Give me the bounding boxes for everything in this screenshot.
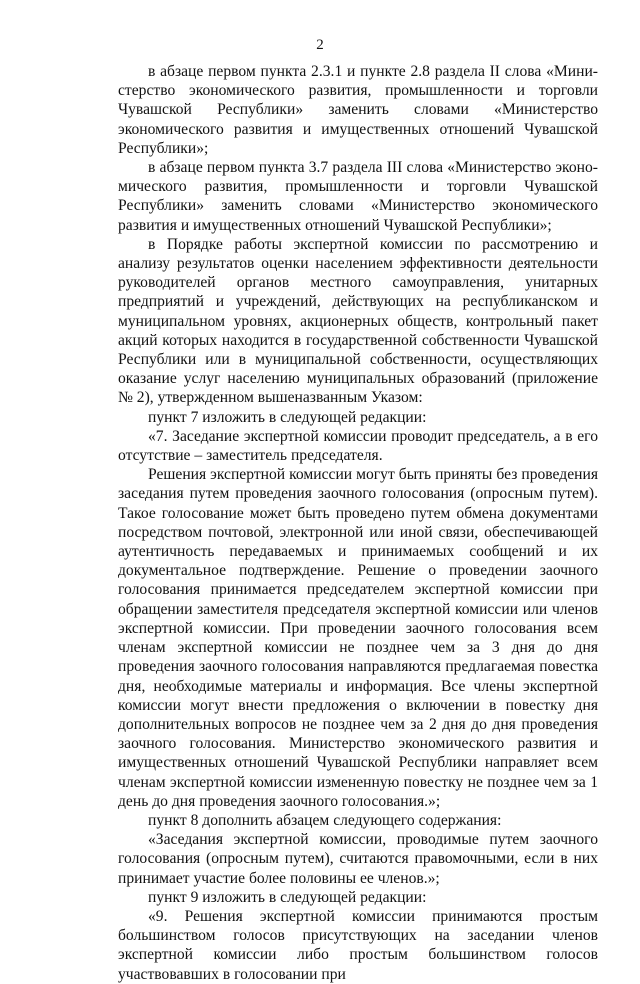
- paragraph-item-8-text: «Заседания экспертной комиссии, проводимые путем заочного голосования (опросным путем), считаются правомочными, если в них принимает участие более половины ее членов.»;: [118, 831, 598, 887]
- paragraph-amendment-section-3: в абзаце первом пункта 3.7 раздела III слова «Министерство экономического развития, промышленности и торговли Чувашской Республики» заменить словами «Министерство экономического развития и имущественных отношений Чувашской Республики»;: [118, 159, 598, 234]
- page-number: 2: [316, 37, 324, 53]
- paragraph-item-9-text: «9. Решения экспертной комиссии принимаются простым большинством голосов присутствующих на заседании членов экспертной комиссии либо простым большинством голосов участвовавших в голосовании при: [118, 907, 598, 983]
- paragraph-item-9-intro: пункт 9 изложить в следующей редакции:: [148, 888, 427, 906]
- paragraph-absentee-voting: Решения экспертной комиссии могут быть приняты без проведения заседания путем проведения заочного голосования (опросным путем). Такое голосование может быть проведено путем обмена документами посредством почтовой, электронной или иной связи, обеспечивающей аутентичность передаваемых и принимаемых сообщений и их документальное подтверждение. Решение о проведении заочного голосования принимается председателем экспертной комиссии при обращении заместителя председателя экспертной комиссии или членов экспертной комиссии. При проведении заочного голосования всем членам экспертной комиссии не позднее чем за 3 дня до дня проведения заочного голосования направляются предлагаемая повестка дня, необходимые материалы и информация. Все члены экспертной комиссии могут внести предложения о включении в повестку дня дополнительных вопросов не позднее чем за 2 дня до дня проведения заочного голосования. Министерство экономического развития и имущественных отношений Чувашской Республики направляет всем членам экспертной комиссии измененную повестку не позднее чем за 1 день до дня проведения заочного голосования.»;: [118, 466, 598, 810]
- paragraph-item-7-text: «7. Заседание экспертной комиссии проводит председатель, а в его отсутствие – заместитель председателя.: [118, 427, 598, 465]
- document-body: [118, 62, 598, 984]
- paragraph-item-7-intro: пункт 7 изложить в следующей редакции:: [148, 408, 427, 426]
- paragraph-item-8-intro: пункт 8 дополнить абзацем следующего содержания:: [148, 811, 502, 829]
- paragraph-commission-procedure: в Порядке работы экспертной комиссии по рассмотрению и анализу результатов оценки населением эффективности деятельности руководителей органов местного самоуправления, унитарных предприятий и учреждений, действующих на республиканском и муниципальном уровнях, акционерных обществ, контрольный пакет акций которых находится в государственной собственности Чувашской Республики или в муниципальной собственности, осуществляющих оказание услуг населению муниципальных образований (приложение № 2), утвержденном вышеназванным Указом:: [118, 235, 598, 407]
- paragraph-amendment-section-2: в абзаце первом пункта 2.3.1 и пункте 2.8 раздела II слова «Министерство экономического развития, промышленности и торговли Чувашской Республики» заменить словами «Министерство экономического развития и имущественных отношений Чувашской Республики»;: [118, 63, 598, 157]
